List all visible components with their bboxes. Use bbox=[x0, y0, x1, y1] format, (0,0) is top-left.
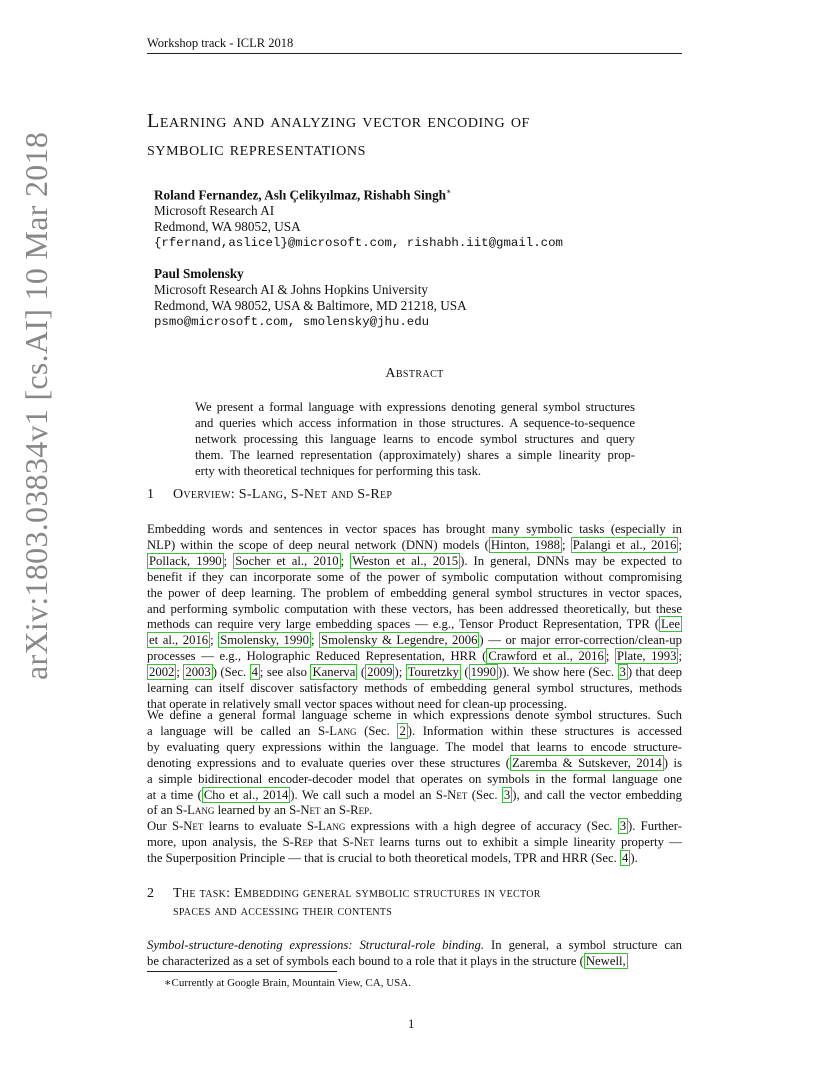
text-line bbox=[147, 602, 682, 618]
text-run: ; bbox=[678, 649, 682, 664]
abstract-body bbox=[195, 400, 635, 480]
citation-link[interactable]: Lee bbox=[660, 617, 680, 632]
citation-link[interactable]: Newell, bbox=[585, 953, 626, 968]
text-run: processes — e.g., Holographic Reduced Representation, HRR ( bbox=[147, 649, 487, 664]
text-run: Embedding words and sentences in vector spaces has brought many symbolic tasks (especially in bbox=[147, 522, 682, 536]
text-run: benefit if they can incorporate some of the power of symbolic computation without compromising bbox=[147, 569, 682, 584]
text-run: methods can require very large embedding spaces — e.g., Tensor Product Representation, TPR ( bbox=[147, 617, 659, 632]
citation-link[interactable]: Plate, 1993 bbox=[616, 649, 677, 664]
citation-link[interactable]: Smolensky & Legendre, 2006 bbox=[321, 633, 478, 648]
text-line bbox=[147, 681, 682, 697]
author-affiliation: Microsoft Research AI & Johns Hopkins University bbox=[154, 282, 428, 297]
citation-link[interactable]: 2003 bbox=[185, 665, 211, 680]
text-run: ; see also bbox=[259, 665, 311, 680]
text-line bbox=[147, 756, 682, 772]
small-caps-term: S-Net bbox=[171, 819, 204, 833]
section-title-line-1: The task: Embedding general symbolic structures in vector bbox=[173, 886, 541, 901]
text-run: ; bbox=[678, 537, 683, 552]
footnote: ∗Currently at Google Brain, Mountain View, CA, USA. bbox=[164, 977, 411, 989]
text-run: learns to evaluate bbox=[203, 819, 307, 833]
citation-link[interactable]: 3 bbox=[503, 787, 511, 802]
text-run: ). In general, DNNs may be expected to bbox=[460, 553, 683, 568]
citation-link[interactable]: 3 bbox=[619, 819, 627, 833]
author-email[interactable]: {rfernand,aslicel}@microsoft.com, rishabh.iit@gmail.com bbox=[154, 236, 563, 251]
text-run: We define a general formal language scheme in which expressions denote symbol structures. Such bbox=[147, 708, 682, 722]
running-header: Workshop track - ICLR 2018 bbox=[147, 36, 294, 50]
text-run: an bbox=[320, 803, 339, 818]
text-run: the Superposition Principle — that is crucial to both theoretical models, TPR and HRR (Sec. bbox=[147, 850, 621, 865]
small-caps-term: S-Rep bbox=[338, 803, 370, 818]
paragraph-3 bbox=[147, 819, 682, 867]
text-line bbox=[147, 708, 682, 724]
small-caps-term: S-Net bbox=[289, 803, 321, 818]
text-run: ) (Sec. bbox=[212, 665, 250, 680]
text-line bbox=[147, 665, 682, 681]
citation-link[interactable]: Touretzky bbox=[407, 665, 459, 680]
author-block-1 bbox=[154, 184, 563, 251]
text-run: In general, a symbol structure can bbox=[484, 938, 683, 952]
text-run: ; bbox=[340, 553, 351, 568]
text-run: denoting expressions and to evaluate queries over these structures ( bbox=[147, 755, 510, 770]
citation-link[interactable]: Zaremba & Sutskever, 2014 bbox=[512, 755, 662, 770]
text-run: at a time ( bbox=[147, 787, 202, 802]
citation-link[interactable]: 2009 bbox=[367, 665, 393, 680]
text-line bbox=[147, 617, 682, 633]
italic-run: Symbol-structure-denoting expressions: Structural-role binding. bbox=[147, 938, 485, 952]
header-rule bbox=[147, 53, 682, 54]
abstract-line: We present a formal language with expressions denoting general symbol structures bbox=[195, 400, 635, 414]
citation-link[interactable]: 4 bbox=[622, 850, 629, 865]
section-1-heading bbox=[147, 487, 392, 503]
citation-link[interactable]: Hinton, 1988 bbox=[490, 537, 560, 552]
citation-link[interactable]: 2002 bbox=[149, 665, 175, 680]
text-run: ; bbox=[176, 665, 184, 680]
small-caps-term: S-Lang bbox=[306, 819, 346, 833]
small-caps-term: S-Net bbox=[342, 834, 375, 849]
text-run: that operate in relatively small vector spaces without need for clean-up processing. bbox=[147, 696, 567, 711]
text-line bbox=[147, 724, 682, 740]
text-run: by evaluating query expressions within the language. The model that learns to encode structure- bbox=[147, 739, 682, 754]
text-line bbox=[147, 633, 682, 649]
author-name: Paul Smolensky bbox=[154, 266, 244, 281]
text-run: ). Information within these structures is accessed bbox=[407, 723, 683, 738]
author-affiliation: Microsoft Research AI bbox=[154, 203, 275, 219]
citation-link[interactable]: Smolensky, 1990 bbox=[220, 633, 309, 648]
text-run: learned by an bbox=[214, 803, 290, 818]
text-run: NLP) within the scope of deep neural network (DNN) models ( bbox=[147, 537, 489, 552]
citation-link[interactable]: Pollack, 1990 bbox=[149, 553, 222, 568]
citation-link[interactable]: Weston et al., 2015 bbox=[352, 553, 459, 568]
small-caps-term: S-Net bbox=[435, 787, 468, 802]
section-title: Overview: S-Lang, S-Net and S-Rep bbox=[173, 487, 393, 502]
text-line bbox=[147, 819, 682, 835]
text-run: ); bbox=[394, 665, 406, 680]
text-run: learning can itself discover satisfactory methods of embedding general symbol structures, methods bbox=[147, 681, 682, 696]
arxiv-sidebar-stamp: arXiv:1803.03834v1 [cs.AI] 10 Mar 2018 bbox=[18, 131, 54, 680]
text-line bbox=[147, 851, 682, 867]
text-run: ) that deep bbox=[627, 665, 682, 680]
text-line bbox=[147, 788, 682, 804]
text-run: ; bbox=[210, 633, 219, 648]
section-title-line-2: spaces and accessing their contents bbox=[173, 904, 393, 919]
text-line bbox=[147, 538, 682, 554]
section-2-heading bbox=[147, 885, 687, 921]
text-run: ; bbox=[605, 649, 615, 664]
citation-link[interactable]: 2 bbox=[399, 723, 406, 738]
text-run: ). We call such a model an bbox=[290, 787, 436, 802]
section-number: 1 bbox=[147, 487, 155, 502]
text-run: ; bbox=[310, 633, 320, 648]
author-block-2 bbox=[154, 266, 467, 330]
text-run: ( bbox=[357, 665, 366, 680]
text-run: the power of deep learning. The problem of embedding general symbol structures in vector spaces, bbox=[147, 585, 682, 600]
abstract-heading: Abstract bbox=[385, 366, 444, 381]
footnote-mark: ∗ bbox=[446, 187, 452, 196]
section-number: 2 bbox=[147, 886, 155, 901]
text-run: and performing symbolic computation with these vectors, has been addressed theoretically, but these bbox=[147, 601, 682, 616]
text-run: (Sec. bbox=[467, 787, 502, 802]
text-run: ; bbox=[561, 537, 571, 552]
text-run: a language will be called an bbox=[147, 723, 318, 738]
text-run: ) is bbox=[663, 755, 683, 770]
text-run: (Sec. bbox=[356, 723, 398, 738]
text-line bbox=[147, 554, 682, 570]
text-run: ; bbox=[223, 553, 234, 568]
text-line bbox=[147, 803, 682, 819]
text-line bbox=[147, 649, 682, 665]
citation-link[interactable]: Socher et al., 2010 bbox=[235, 553, 339, 568]
abstract-line: them. The learned representation (approximately) shares a simple linearity prop- bbox=[195, 447, 635, 462]
text-run: ). Further- bbox=[628, 819, 682, 833]
author-address: Redmond, WA 98052, USA bbox=[154, 219, 301, 235]
text-run: that bbox=[312, 834, 343, 849]
text-line bbox=[147, 954, 682, 970]
text-run: ). bbox=[630, 850, 638, 865]
abstract-line: network processing this language learns to encode symbol structures and query bbox=[195, 431, 635, 446]
small-caps-term: S-Rep bbox=[282, 834, 313, 849]
citation-link[interactable]: Cho et al., 2014 bbox=[203, 787, 289, 802]
title-line-1: Learning and analyzing vector encoding of bbox=[147, 110, 530, 132]
citation-link[interactable]: Crawford et al., 2016 bbox=[488, 649, 604, 664]
citation-link[interactable]: Palangi et al., 2016 bbox=[572, 537, 677, 552]
citation-link[interactable]: Kanerva bbox=[312, 665, 356, 680]
author-address: Redmond, WA 98052, USA & Baltimore, MD 21218, USA bbox=[154, 298, 467, 313]
text-run: expressions with a high degree of accuracy (Sec. bbox=[345, 819, 618, 833]
small-caps-term: S-Lang bbox=[175, 803, 215, 818]
title-line-2: symbolic representations bbox=[147, 138, 366, 160]
text-line bbox=[147, 938, 682, 954]
paragraph-4 bbox=[147, 938, 682, 970]
text-run: ) — or major error-correction/clean-up bbox=[479, 633, 682, 648]
text-run: ), and call the vector embedding bbox=[512, 787, 682, 802]
author-names: Roland Fernandez, Aslı Çelikyılmaz, Rishabh Singh bbox=[154, 187, 447, 203]
author-email[interactable]: psmo@microsoft.com, smolensky@jhu.edu bbox=[154, 315, 430, 329]
text-line bbox=[147, 835, 682, 851]
text-run: be characterized as a set of symbols each bound to a role that it plays in the structure ( bbox=[147, 953, 584, 968]
paragraph-2 bbox=[147, 708, 682, 819]
text-run: learns turns out to exhibit a simple linearity property — bbox=[374, 834, 682, 849]
page-number: 1 bbox=[408, 1017, 415, 1031]
text-run: a simple bidirectional encoder-decoder model that operates on symbols in the formal language one bbox=[147, 771, 682, 786]
text-line bbox=[147, 586, 682, 602]
text-run: more, upon analysis, the bbox=[147, 834, 283, 849]
abstract-line: and queries which access information in those structures. A sequence-to-sequence bbox=[195, 415, 635, 430]
small-caps-term: S-Lang bbox=[317, 723, 357, 738]
text-line bbox=[147, 740, 682, 756]
text-run: ( bbox=[460, 665, 469, 680]
citation-link[interactable]: 4 bbox=[251, 665, 258, 680]
text-line bbox=[147, 570, 682, 586]
text-run: Our bbox=[147, 819, 172, 833]
text-run: . bbox=[369, 803, 373, 818]
text-run: )). We show here (Sec. bbox=[497, 665, 618, 680]
abstract-line: erty with theoretical techniques for performing this task. bbox=[195, 463, 482, 478]
footnote-rule bbox=[147, 971, 337, 972]
text-line bbox=[147, 772, 682, 788]
citation-link[interactable]: 1990 bbox=[470, 665, 496, 680]
paper-title bbox=[147, 107, 707, 163]
citation-link[interactable]: et al., 2016 bbox=[149, 633, 209, 648]
text-line bbox=[147, 522, 682, 538]
paragraph-1 bbox=[147, 522, 682, 713]
text-run: of an bbox=[147, 803, 176, 818]
citation-link[interactable]: 3 bbox=[619, 665, 626, 680]
